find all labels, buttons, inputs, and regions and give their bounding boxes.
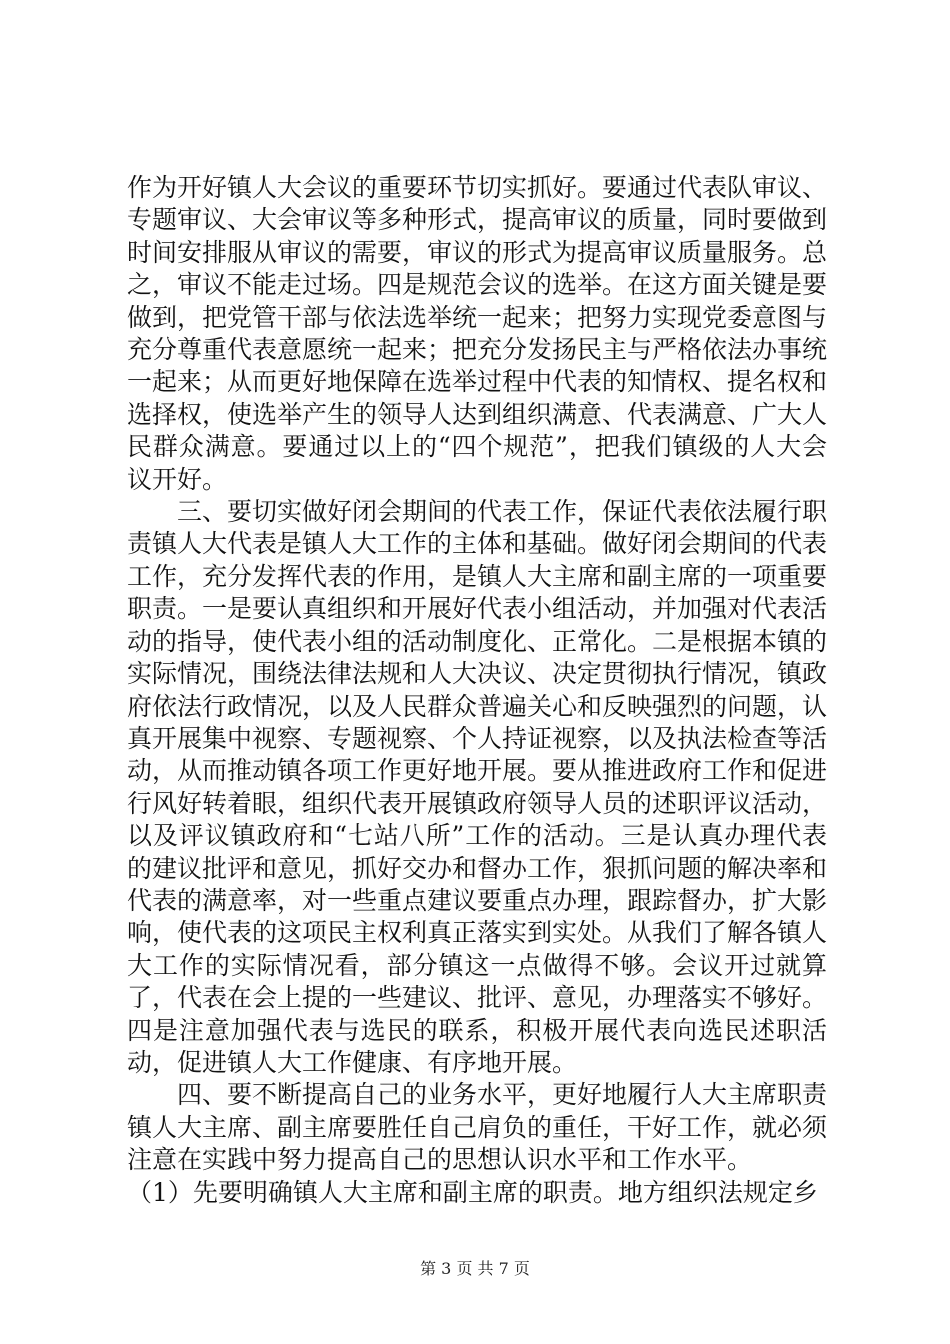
paragraph-section-three: 三、要切实做好闭会期间的代表工作，保证代表依法履行职责镇人大代表是镇人大工作的主体和基础。做好闭会期间的代表工作，充分发挥代表的作用，是镇人大主席和副主席的一项重要职责。一是要认真组织和开展好代表小组活动，并加强对代表活动的指导，使代表小组的活动制度化、正常化。二是根据本镇的实际情况，围绕法律法规和人大决议、决定贯彻执行情况，镇政府依法行政情况，以及人民群众普遍关心和反映强烈的问题，认真开展集中视察、专题视察、个人持证视察，以及执法检查等活动，从而推动镇各项工作更好地开展。要从推进政府工作和促进行风好转着眼，组织代表开展镇政府领导人员的述职评议活动，以及评议镇政府和“七站八所”工作的活动。三是认真办理代表的建议批评和意见，抓好交办和督办工作，狠抓问题的解决率和代表的满意率，对一些重点建议要重点办理，跟踪督办，扩大影响，使代表的这项民主权利真正落实到实处。从我们了解各镇人大工作的实际情况看，部分镇这一点做得不够。会议开过就算了，代表在会上提的一些建议、批评、意见，办理落实不够好。四是注意加强代表与选民的联系，积极开展代表向选民述职活动，促进镇人大工作健康、有序地开展。	[127, 497, 828, 1077]
document-body	[127, 172, 827, 1209]
paragraph-section-four: 四、要不断提高自己的业务水平，更好地履行人大主席职责镇人大主席、副主席要胜任自己肩负的重任，干好工作，就必须注意在实践中努力提高自己的思想认识水平和工作水平。	[127, 1080, 828, 1175]
page-number-footer: 第 3 页 共 7 页	[420, 1259, 530, 1278]
paragraph-continuation: 作为开好镇人大会议的重要环节切实抓好。要通过代表队审议、专题审议、大会审议等多种形式，提高审议的质量，同时要做到时间安排服从审议的需要，审议的形式为提高审议质量服务。总之，审议不能走过场。四是规范会议的选举。在这方面关键是要做到，把党管干部与依法选举统一起来；把努力实现党委意图与充分尊重代表意愿统一起来；把充分发扬民主与严格依法办事统一起来；从而更好地保障在选举过程中代表的知情权、提名权和选择权，使选举产生的领导人达到组织满意、代表满意、广大人民群众满意。要通过以上的“四个规范”，把我们镇级的人大会议开好。	[127, 173, 828, 494]
paragraph-item-one: （1）先要明确镇人大主席和副主席的职责。地方组织法规定乡	[127, 1177, 818, 1207]
